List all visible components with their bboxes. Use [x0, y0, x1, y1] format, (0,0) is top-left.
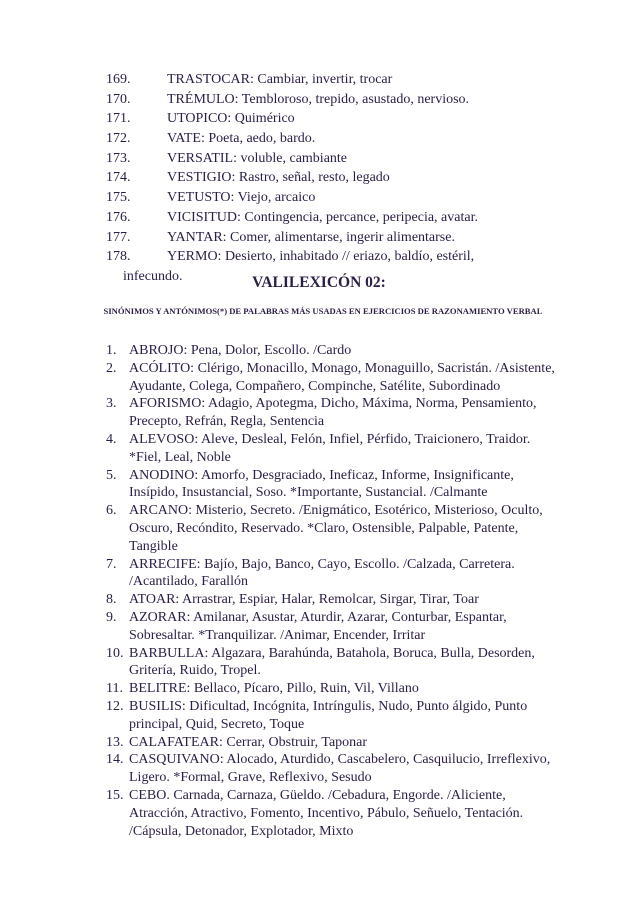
item-number: 174.	[106, 170, 131, 186]
item-number: 13.	[106, 734, 124, 750]
synonym-list	[106, 342, 561, 840]
item-number: 12.	[106, 698, 124, 714]
item-text: VICISITUD: Contingencia, percance, peripecia, avatar.	[167, 209, 478, 225]
item-text: ARCANO: Misterio, Secreto. /Enigmático, Esotérico, Misterioso, Oculto, Oscuro, Recóndito, Reservado. *Claro, Ostensible, Palpable, Patente, Tangible	[129, 503, 543, 554]
section-title: VALILEXICÓN 02:	[252, 274, 386, 291]
item-number: 2.	[106, 360, 117, 376]
item-number: 14.	[106, 752, 124, 768]
list-item	[106, 149, 576, 169]
item-text: UTOPICO: Quimérico	[167, 111, 295, 127]
item-number: 176.	[106, 209, 131, 225]
item-text: CEBO. Carnada, Carnaza, Güeldo. /Cebadura, Engorde. /Aliciente, Atracción, Atractivo, Fomento, Incentivo, Pábulo, Señuelo, Tentación. /Cápsula, Detonador, Explotador, Mixto	[129, 787, 524, 839]
top-term-list	[106, 70, 576, 287]
item-number: 7.	[106, 556, 117, 572]
item-text: ANODINO: Amorfo, Desgraciado, Ineficaz, Informe, Insignificante, Insípido, Insustancial, Soso. *Importante, Sustancial. /Calmante	[129, 467, 514, 501]
item-text: VESTIGIO: Rastro, señal, resto, legado	[167, 170, 390, 186]
item-number: 172.	[106, 131, 131, 147]
item-text: BUSILIS: Dificultad, Incógnita, Intríngulis, Nudo, Punto álgido, Punto principal, Quid, Secreto, Toque	[129, 698, 528, 732]
item-text: ATOAR: Arrastrar, Espiar, Halar, Remolcar, Sirgar, Tirar, Toar	[129, 592, 479, 608]
item-number: 170.	[106, 91, 131, 107]
item-number: 1.	[106, 343, 117, 358]
item-number: 173.	[106, 150, 131, 166]
list-item	[106, 90, 576, 110]
list-item	[106, 591, 561, 609]
list-item	[106, 787, 561, 840]
item-number: 9.	[106, 609, 117, 625]
item-number: 10.	[106, 645, 124, 661]
item-text: AZORAR: Amilanar, Asustar, Aturdir, Azarar, Conturbar, Espantar, Sobresaltar. *Tranquilizar. /Animar, Encender, Irritar	[129, 609, 507, 643]
item-number: 177.	[106, 229, 131, 245]
list-item	[106, 609, 561, 645]
list-item	[106, 645, 561, 681]
item-number: 8.	[106, 592, 117, 608]
item-number: 3.	[106, 396, 117, 412]
item-number: 6.	[106, 503, 117, 519]
item-text: ARRECIFE: Bajío, Bajo, Banco, Cayo, Escollo. /Calzada, Carretera. /Acantilado, Farallón	[129, 556, 515, 590]
item-number: 169.	[106, 72, 131, 87]
list-item	[106, 502, 561, 555]
item-text: YANTAR: Comer, alimentarse, ingerir alimentarse.	[167, 229, 455, 245]
item-text: ACÓLITO: Clérigo, Monacillo, Monago, Monaguillo, Sacristán. /Asistente, Ayudante, Colega, Compañero, Compinche, Satélite, Subordinado	[129, 360, 555, 394]
list-item	[106, 342, 561, 360]
item-number: 5.	[106, 467, 117, 483]
item-continuation: infecundo.	[123, 268, 183, 284]
item-text: VATE: Poeta, aedo, bardo.	[167, 131, 316, 147]
item-number: 15.	[106, 787, 124, 803]
item-text: AFORISMO: Adagio, Apotegma, Dicho, Máxima, Norma, Pensamiento, Precepto, Refrán, Regla, Sentencia	[129, 396, 537, 430]
list-item	[106, 395, 561, 431]
list-item	[106, 228, 576, 248]
list-item	[106, 109, 576, 129]
list-item	[106, 208, 576, 228]
item-text: BARBULLA: Algazara, Barahúnda, Batahola, Boruca, Bulla, Desorden, Gritería, Ruido, Tropel.	[129, 645, 535, 679]
item-text: VERSATIL: voluble, cambiante	[167, 150, 348, 166]
list-item	[106, 188, 576, 208]
item-number: 171.	[106, 111, 131, 127]
item-text: VETUSTO: Viejo, arcaico	[167, 190, 316, 206]
list-item	[106, 431, 561, 467]
list-item	[106, 168, 576, 188]
item-number: 11.	[106, 681, 123, 697]
item-text: ALEVOSO: Aleve, Desleal, Felón, Infiel, Pérfido, Traicionero, Traidor. *Fiel, Leal, Noble	[129, 431, 531, 465]
item-text: TRASTOCAR: Cambiar, invertir, trocar	[167, 72, 393, 87]
item-text: TRÉMULO: Tembloroso, trepido, asustado, nervioso.	[167, 91, 470, 107]
list-item	[106, 467, 561, 503]
list-item	[106, 680, 561, 698]
item-text: CALAFATEAR: Cerrar, Obstruir, Taponar	[129, 734, 368, 750]
list-item	[106, 70, 576, 90]
item-text: BELITRE: Bellaco, Pícaro, Pillo, Ruin, Vil, Villano	[129, 681, 419, 697]
list-item	[106, 751, 561, 787]
item-number: 178.	[106, 249, 131, 265]
item-number: 175.	[106, 190, 131, 206]
item-text: YERMO: Desierto, inhabitado // eriazo, baldío, estéril,	[167, 249, 475, 265]
list-item	[106, 247, 576, 267]
list-item	[106, 734, 561, 752]
section-subtitle: SINÓNIMOS Y ANTÓNIMOS(*) DE PALABRAS MÁS USADAS EN EJERCICIOS DE RAZONAMIENTO VERBAL	[103, 306, 543, 316]
list-item	[106, 129, 576, 149]
list-item	[106, 698, 561, 734]
list-item	[106, 556, 561, 592]
item-text: ABROJO: Pena, Dolor, Escollo. /Cardo	[129, 343, 352, 358]
item-text: CASQUIVANO: Alocado, Aturdido, Cascabelero, Casquilucio, Irreflexivo, Ligero. *Formal, Grave, Reflexivo, Sesudo	[129, 752, 551, 786]
item-number: 4.	[106, 431, 117, 447]
list-item	[106, 360, 561, 396]
